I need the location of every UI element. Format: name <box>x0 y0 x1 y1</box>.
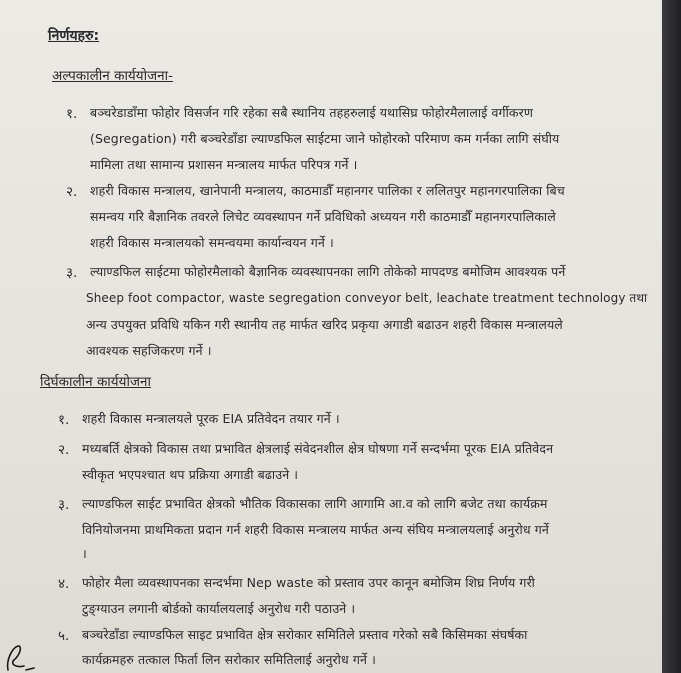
item-line: कार्यक्रमहरु तत्काल फिर्ता लिन सरोकार समितिलाई अनुरोध गर्ने । <box>82 652 376 667</box>
item-line: बञ्चरेडाँडा ल्याण्डफिल साइट प्रभावित क्षेत्र सरोकार समितिले प्रस्ताव गरेको सबै किसिमका संघर्षका <box>82 627 528 642</box>
item-number: ३. <box>66 265 78 281</box>
item-number: १. <box>58 412 70 428</box>
handwritten-mark-icon <box>0 640 40 673</box>
page-edge-shadow <box>662 0 681 673</box>
section-title-short-term: अल्पकालीन कार्ययोजना- <box>52 68 173 84</box>
item-line: विनियोजनमा प्राथमिकता प्रदान गर्न शहरी विकास मन्त्रालय मार्फत अन्य संघिय मन्त्रालयलाई अनुरोध गर्ने <box>82 522 549 537</box>
item-line: आवश्यक सहजिकरण गर्ने । <box>86 343 212 358</box>
item-line: अन्य उपयुक्त प्रविधि यकिन गरी स्थानीय तह मार्फत खरिद प्रकृया अगाडी बढाउन शहरी विकास मन्त्रालयले <box>86 317 563 332</box>
item-number: १. <box>66 106 78 122</box>
item-line: Sheep foot compactor, waste segregation conveyor belt, leachate treatment technology तथा <box>86 291 648 305</box>
item-line: टुङ्ग्याउन लगानी बोर्डको कार्यालयलाई अनुरोध गरी पठाउने । <box>82 601 356 616</box>
item-line: बञ्चरेडाडाँमा फोहोर विसर्जन गरि रहेका सबै स्थानिय तहहरुलाई यथासिघ्र फोहोरमैलालाई वर्गीकरण <box>90 105 533 120</box>
item-number: ५. <box>58 628 70 644</box>
item-line: शहरी विकास मन्त्रालयले पूरक EIA प्रतिवेदन तयार गर्ने । <box>82 411 340 426</box>
item-line: मध्यबर्ति क्षेत्रको विकास तथा प्रभावित क्षेत्रलाई संवेदनशील क्षेत्र घोषणा गर्ने सन्दर्भमा पूरक EIA प्रतिवेदन <box>82 441 554 456</box>
main-heading: निर्णयहरु: <box>48 28 100 44</box>
item-line: ल्याण्डफिल साईट प्रभावित क्षेत्रको भौतिक विकासका लागि आगामि आ.व को लागि बजेट तथा कार्यक्रम <box>82 496 548 511</box>
item-line: । <box>82 546 87 561</box>
item-number: २. <box>66 184 78 200</box>
section-title-long-term: दिर्घकालीन कार्ययोजना <box>40 374 151 390</box>
item-line: शहरी विकास मन्त्रालयको समन्वयमा कार्यान्वयन गर्ने । <box>90 235 334 250</box>
item-line: मामिला तथा सामान्य प्रशासन मन्त्रालय मार्फत परिपत्र गर्ने । <box>90 157 358 172</box>
item-line: ल्याण्डफिल साईटमा फोहोरमैलाको बैज्ञानिक व्यवस्थापनका लागि तोकेको मापदण्ड बमोजिम आवश्यक पर्ने <box>90 264 566 279</box>
item-line: स्वीकृत भएपश्चात थप प्रक्रिया अगाडी बढाउने । <box>82 467 299 482</box>
item-line: शहरी विकास मन्त्रालय, खानेपानी मन्त्रालय, काठमाडौँ महानगर पालिका र ललितपुर महानगरपालिका बिच <box>90 183 565 198</box>
item-number: ३. <box>58 497 70 513</box>
item-number: २. <box>58 442 70 458</box>
item-number: ४. <box>58 576 70 592</box>
item-line: फोहोर मैला व्यवस्थापनका सन्दर्भमा Nep waste को प्रस्ताव उपर कानून बमोजिम शिघ्र निर्णय गरी <box>82 575 536 590</box>
item-line: समन्वय गरि बैज्ञानिक तवरले लिचेट व्यवस्थापन गर्ने प्रविधिको अध्ययन गरी काठमाडौँ महानगरपालिकाले <box>90 209 556 224</box>
item-line: (Segregation) गरी बञ्चरेडाँडा ल्याण्डफिल साईटमा जाने फोहोरको परिमाण कम गर्नका लागि संघीय <box>90 131 560 146</box>
